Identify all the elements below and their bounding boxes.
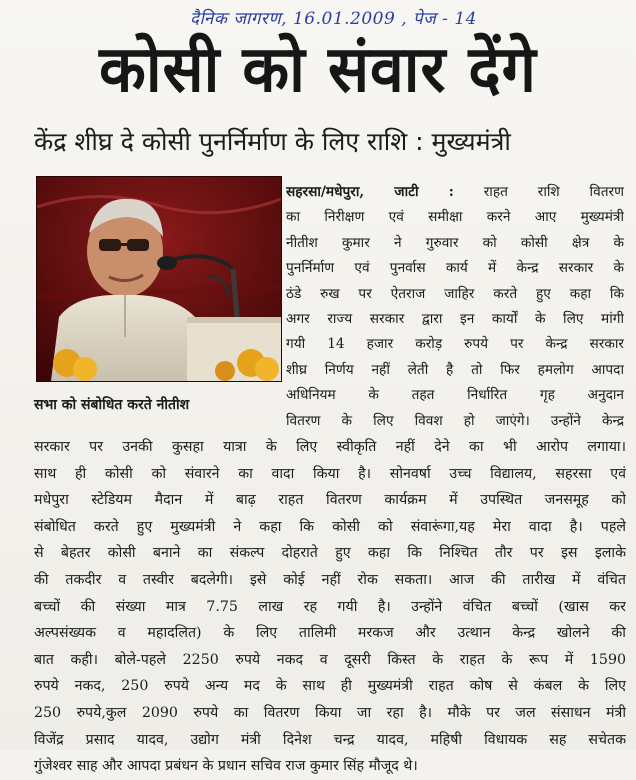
photo-caption: सभा को संबोधित करते नीतीश <box>34 397 190 413</box>
body-line-11: 250 रुपये,कुल 2090 रुपये का वितरण किया जा रहा है। मौके पर जल संसाधन मंत्री <box>34 704 626 721</box>
body-line-1: सरकार पर उनकी कुसहा यात्रा के लिए स्वीकृति नहीं देने का भी आरोप लगाया। <box>34 439 626 455</box>
body-line-7: बच्चों की संख्या मात्र 7.75 लाख रह गयी है। उन्होंने वंचित बच्चों (खास कर <box>34 598 626 615</box>
subheadline: केंद्र शीघ्र दे कोसी पुनर्निर्माण के लिए राशि : मुख्यमंत्री <box>34 127 511 156</box>
article-body-text <box>34 434 626 780</box>
article-line-9: अधिनियम के तहत निर्धारित गृह अनुदान <box>286 387 624 404</box>
headline: कोसी को संवार देंगे <box>99 33 537 107</box>
article-line-4: पुनर्निर्माण एवं पुनर्वास कार्य में केन्द्र सरकार के <box>286 260 624 277</box>
body-line-3: मधेपुरा स्टेडियम मैदान में बाढ़ राहत वितरण कार्यक्रम में उपस्थित जनसमूह को <box>34 492 626 509</box>
news-photo <box>36 176 282 382</box>
article-line-1 <box>286 180 624 205</box>
body-line-8: अल्पसंख्यक व महादलित) के लिए तालिमी मरकज और उत्थान केन्द्र खोलने की <box>34 625 626 642</box>
handwritten-source-note: दैनिक जागरण, 16.01.2009 , पेज - 14 <box>190 9 477 29</box>
article-column-text <box>286 180 624 434</box>
article-line-5: ठंडे रुख पर ऐतराज जाहिर करते हुए कहा कि <box>286 285 624 302</box>
article-line-10: वितरण के लिए विवश हो जाएंगे। उन्होंने केन्द्र <box>286 412 624 429</box>
body-line-9: बात कही। बोले-पहले 2250 रुपये नकद व दूसरी किस्त के राहत के रूप में 1590 <box>34 651 626 668</box>
body-line-6: की तकदीर व तस्वीर बदलेगी। इसे कोई नहीं रोक सकता। आज की तारीख में वंचित <box>34 571 626 588</box>
article-line-7: गयी 14 हजार करोड़ रुपये पर केन्द्र सरकार <box>286 336 624 353</box>
article-line-3: नीतीश कुमार ने गुरुवार को कोसी क्षेत्र के <box>286 234 624 251</box>
body-line-5: से बेहतर कोसी बनाने का संकल्प दोहराते हुए कहा कि निश्चित तौर पर इस इलाके <box>34 545 626 562</box>
speaker-photo-illustration <box>37 177 281 381</box>
article-line-8: शीघ्र निर्णय नहीं लेती है तो फिर हमलोग आपदा <box>286 361 624 378</box>
body-line-12: विजेंद्र प्रसाद यादव, उद्योग मंत्री दिनेश चन्द्र यादव, महिषी विधायक सह सचेतक <box>34 731 626 748</box>
article-line-2: का निरीक्षण एवं समीक्षा करने आए मुख्यमंत्री <box>286 209 624 226</box>
article-line-1-text: राहत राशि वितरण <box>483 184 624 200</box>
body-line-13: गुंजेश्वर साह और आपदा प्रबंधन के प्रधान सचिव राज कुमार सिंह मौजूद थे। <box>34 758 418 775</box>
body-line-4: संबोधित करते हुए मुख्यमंत्री ने कहा कि कोसी को संवारूंगा,यह मेरा वादा है। पहले <box>34 518 626 535</box>
body-line-2: साथ ही कोसी को संवारने का वादा किया है। सोनवर्षा उच्च विद्यालय, सहरसा एवं <box>34 465 626 482</box>
article-line-6: अगर राज्य सरकार द्वारा इन कार्यों के लिए मांगी <box>286 310 624 327</box>
dateline: सहरसा/मधेपुरा, जाटी : <box>286 184 454 200</box>
body-line-10: रुपये नकद, 250 रुपये अन्य मद के साथ ही मुख्यमंत्री राहत कोष से कंबल के लिए <box>34 678 626 695</box>
